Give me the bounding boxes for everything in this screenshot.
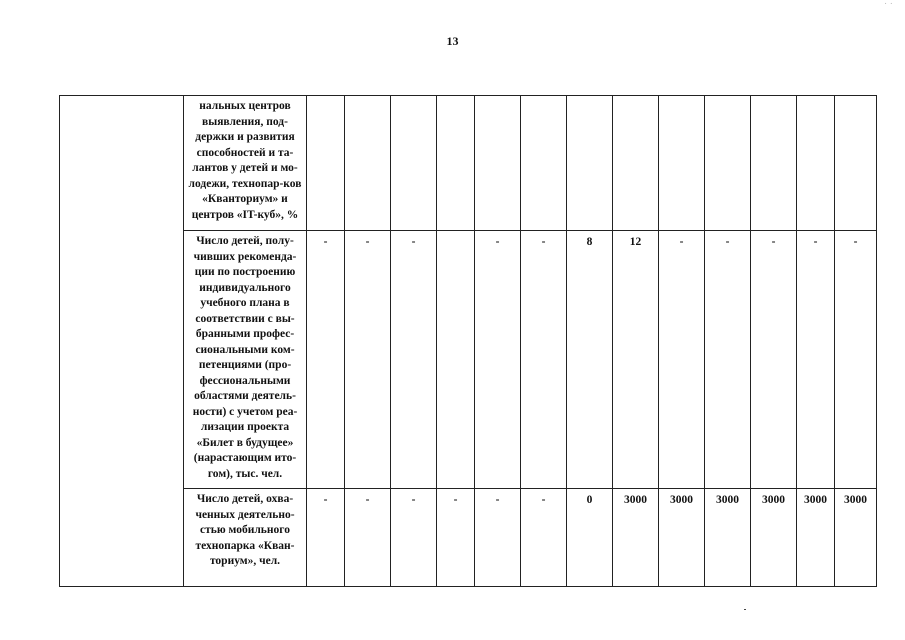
value-cell: - xyxy=(475,231,521,489)
value-cell: 3000 xyxy=(797,489,835,587)
merged-left-cell xyxy=(60,96,184,587)
page-number: 13 xyxy=(446,34,459,48)
value-cell xyxy=(391,96,437,231)
value-cell: 3000 xyxy=(613,489,659,587)
value-cell xyxy=(345,96,391,231)
value-cell: 12 xyxy=(613,231,659,489)
value-cell: - xyxy=(475,489,521,587)
value-cell xyxy=(307,96,345,231)
value-cell: - xyxy=(751,231,797,489)
value-cell: - xyxy=(659,231,705,489)
value-cell xyxy=(659,96,705,231)
value-cell: - xyxy=(345,231,391,489)
value-cell: 3000 xyxy=(705,489,751,587)
value-cell: - xyxy=(345,489,391,587)
value-cell: - xyxy=(705,231,751,489)
value-cell: 3000 xyxy=(659,489,705,587)
value-cell: - xyxy=(391,231,437,489)
value-cell: - xyxy=(835,231,877,489)
value-cell xyxy=(751,96,797,231)
value-cell xyxy=(613,96,659,231)
value-cell: 3000 xyxy=(751,489,797,587)
value-cell xyxy=(705,96,751,231)
indicator-description: Число детей, охва-ченных деятельно-стью мобильного технопарка «Кван-ториум», чел. xyxy=(184,489,307,587)
value-cell: 0 xyxy=(567,489,613,587)
value-cell: - xyxy=(521,231,567,489)
value-cell xyxy=(797,96,835,231)
scan-corner-mark: ˙ ˙ xyxy=(883,2,893,13)
value-cell xyxy=(521,96,567,231)
indicator-description: Число детей, полу-чивших рекоменда-ции по построению индивидуального учебного плана в соответствии с вы-бранными профес-сиональными ком-петенциями (про-фессиональными областями деятель-ности) с учетом реа-лизации проекта «Билет в будущее» (нарастающим ито-гом), тыс. чел. xyxy=(184,231,307,489)
value-cell xyxy=(567,96,613,231)
value-cell: - xyxy=(797,231,835,489)
value-cell xyxy=(835,96,877,231)
scan-dot-mark xyxy=(744,609,746,610)
value-cell: 3000 xyxy=(835,489,877,587)
value-cell xyxy=(475,96,521,231)
value-cell: - xyxy=(521,489,567,587)
value-cell: - xyxy=(391,489,437,587)
value-cell xyxy=(437,231,475,489)
value-cell: 8 xyxy=(567,231,613,489)
table-row xyxy=(60,96,877,231)
value-cell xyxy=(437,96,475,231)
value-cell: - xyxy=(307,231,345,489)
value-cell: - xyxy=(307,489,345,587)
value-cell: - xyxy=(437,489,475,587)
indicators-table xyxy=(59,95,877,587)
indicator-description: нальных центров выявления, под-держки и развития способностей и та-лантов у детей и мо-лодежи, технопар-ков «Кванториум» и центров «IT-куб», % xyxy=(184,96,307,231)
